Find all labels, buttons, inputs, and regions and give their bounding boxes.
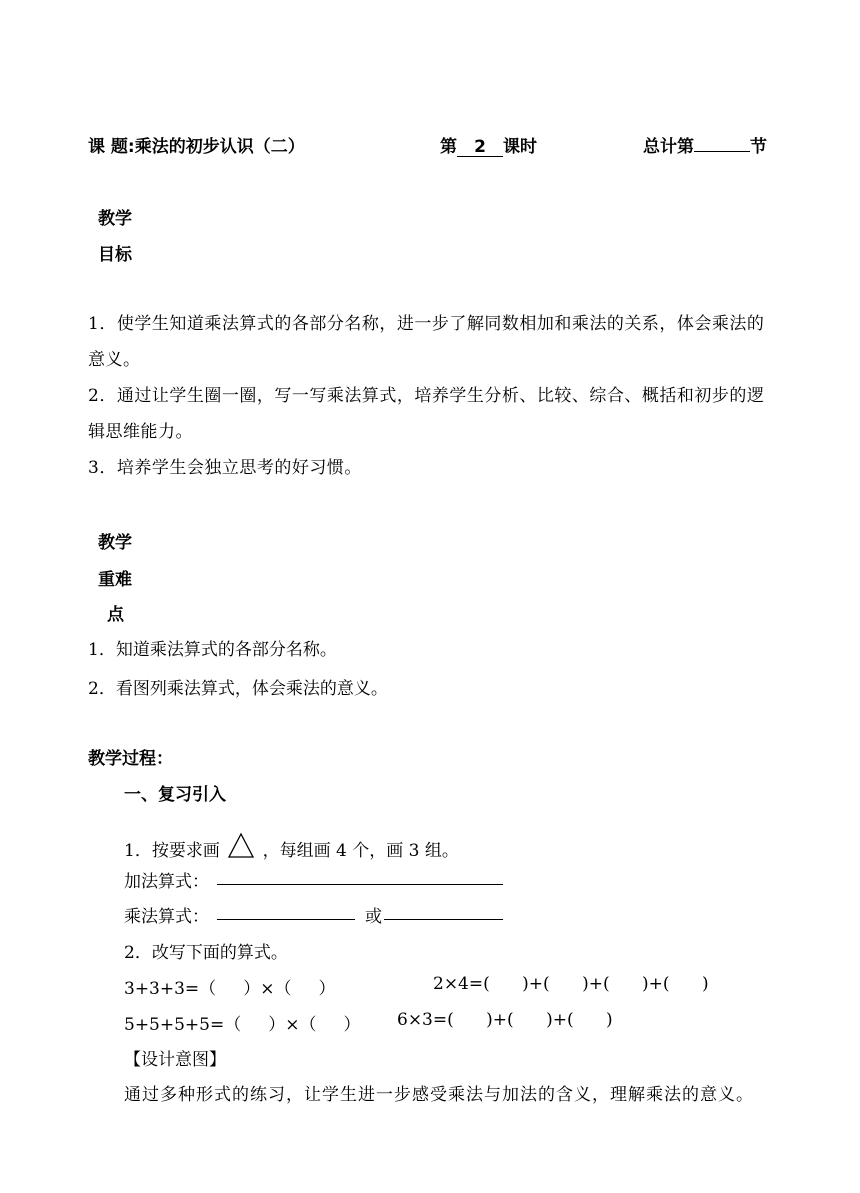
keypoints-label-line1: 教学 [98, 533, 132, 553]
total-number [694, 151, 750, 152]
or-label: 或 [365, 907, 382, 927]
total-suffix: 节 [750, 137, 767, 157]
goal-item-2: 2．通过让学生圈一圈，写一写乘法算式，培养学生分析、比较、综合、概括和初步的逻辑思维能力。 [88, 386, 765, 442]
process-title: 教学过程： [88, 749, 173, 769]
task2-title: 2．改写下面的算式。 [124, 943, 288, 963]
design-intent-text: 通过多种形式的练习，让学生进一步感受乘法与加法的含义，理解乘法的意义。 [124, 1085, 754, 1105]
topic-title: 乘法的初步认识（二） [134, 137, 305, 157]
goals-label-line1: 教学 [98, 209, 132, 229]
goals-label-line2: 目标 [98, 245, 132, 265]
triangle-icon [227, 832, 255, 865]
goal-item-1: 1．使学生知道乘法算式的各部分名称，进一步了解同数相加和乘法的关系，体会乘法的意义。 [88, 314, 765, 370]
multiplication-label: 乘法算式： [124, 907, 209, 927]
expression-2: 2×4=( )+( )+( )+( ) [433, 974, 709, 994]
addition-answer-line [217, 884, 503, 885]
keypoints-label-line2: 重难 [98, 570, 132, 590]
task1-before: 1．按要求画 [124, 841, 220, 861]
expression-1: 3+3+3=（ ）×（ ） [124, 979, 336, 999]
keypoints-label-line3: 点 [107, 605, 124, 625]
section1-title: 一、复习引入 [124, 785, 226, 805]
task1-after: ，每组画 4 个，画 3 组。 [262, 841, 459, 861]
goal-item-3: 3．培养学生会独立思考的好习惯。 [88, 458, 362, 478]
design-intent-label: 【设计意图】 [124, 1050, 226, 1070]
lesson-suffix: 课时 [503, 137, 537, 157]
multiplication-answer-line-2 [384, 919, 503, 920]
keypoint-item-1: 1．知道乘法算式的各部分名称。 [88, 640, 337, 660]
multiplication-answer-line-1 [217, 919, 355, 920]
keypoint-item-2: 2．看图列乘法算式，体会乘法的意义。 [88, 679, 388, 699]
lesson-number-header [440, 132, 537, 157]
addition-label: 加法算式： [124, 872, 209, 892]
topic-label: 课 题: [88, 137, 135, 157]
expression-3: 5+5+5+5=（ ）×（ ） [124, 1015, 361, 1035]
topic-header [88, 132, 305, 157]
lesson-prefix: 第 [440, 137, 457, 157]
lesson-number: 2 [457, 138, 503, 157]
expression-4: 6×3=( )+( )+( ) [397, 1010, 613, 1030]
total-prefix: 总计第 [643, 137, 694, 157]
task1-line [124, 832, 459, 865]
total-count-header [643, 132, 767, 157]
